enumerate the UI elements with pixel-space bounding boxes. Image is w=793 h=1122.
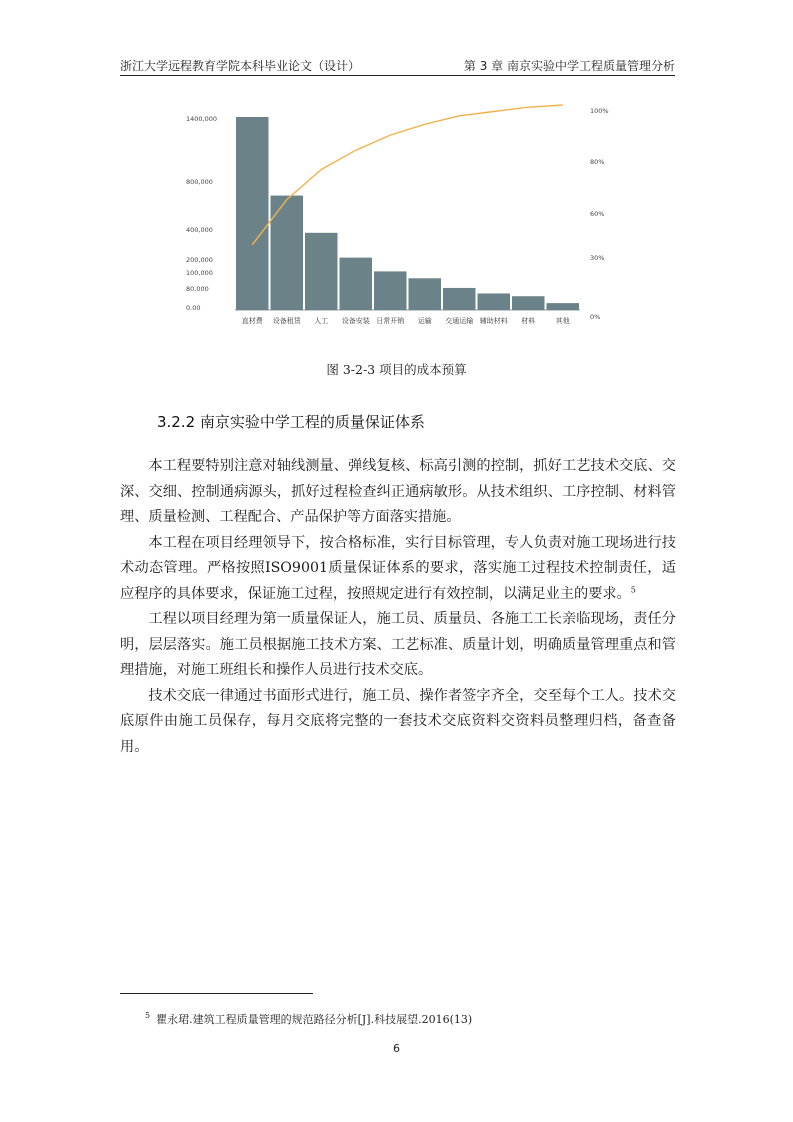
bar-8 bbox=[478, 293, 511, 310]
x-tick-label-8: 辅助材料 bbox=[479, 317, 508, 325]
y-right-tick-label-2: 80% bbox=[590, 158, 605, 166]
paragraph-4: 技术交底一律通过书面形式进行，施工员、操作者签字齐全，交至每个工人。技术交底原件由施工员保存，每月交底将完整的一套技术交底资料交资料员整理归档，备查备用。 bbox=[120, 687, 676, 755]
figure-caption: 图 3-2-3 项目的成本预算 bbox=[326, 362, 467, 377]
y-left-tick-label-5: 100,000 bbox=[186, 269, 213, 277]
x-tick-label-7: 交通运输 bbox=[445, 317, 474, 325]
bar-3 bbox=[305, 233, 338, 310]
x-tick-label-2: 设备租赁 bbox=[272, 317, 301, 325]
footnote-reference[interactable]: 5 bbox=[630, 584, 636, 594]
y-right-tick-label-4: 30% bbox=[590, 254, 605, 262]
footnote-text: 瞿永珺.建筑工程质量管理的规范路径分析[J].科技展望.2016(13) bbox=[156, 1013, 473, 1026]
bar-9 bbox=[512, 296, 545, 310]
header-chapter-title: 第 3 章 南京实验中学工程质量管理分析 bbox=[463, 59, 675, 73]
page-number: 6 bbox=[393, 1042, 400, 1055]
running-header bbox=[120, 55, 675, 77]
paragraph-2-text: 本工程在项目经理领导下，按合格标准，实行目标管理，专人负责对施工现场进行技术动态管理。严格按照ISO9001质量保证体系的要求，落实施工过程技术控制责任，适应程序的具体要求，保证施工过程，按照规定进行有效控制，以满足业主的要求。 bbox=[120, 534, 676, 602]
footnote-number: 5 bbox=[145, 1011, 151, 1021]
bar-7 bbox=[443, 288, 476, 310]
bar-10 bbox=[547, 303, 580, 310]
header-left-title: 浙江大学远程教育学院本科毕业论文（设计） bbox=[120, 59, 361, 73]
y-left-tick-label-3: 400,000 bbox=[186, 226, 213, 234]
y-left-tick-label-6: 80,000 bbox=[186, 285, 209, 293]
x-tick-label-6: 运输 bbox=[417, 317, 432, 325]
y-left-tick-label-7: 0.00 bbox=[186, 304, 201, 312]
x-tick-label-1: 直材费 bbox=[241, 317, 263, 325]
x-tick-label-9: 材料 bbox=[521, 317, 536, 325]
body-text bbox=[120, 454, 676, 760]
y-left-tick-label-2: 800,000 bbox=[186, 178, 213, 186]
x-tick-label-10: 其他 bbox=[555, 317, 570, 325]
y-right-tick-label-5: 0% bbox=[590, 313, 601, 321]
x-tick-label-3: 人工 bbox=[314, 317, 329, 325]
paragraph-3: 工程以项目经理为第一质量保证人，施工员、质量员、各施工工长亲临现场，责任分明，层层落实。施工员根据施工技术方案、工艺标准、质量计划，明确质量管理重点和管理措施，对施工班组长和操作人员进行技术交底。 bbox=[120, 611, 676, 678]
header-rule bbox=[120, 75, 675, 76]
cost-pareto-chart bbox=[170, 95, 630, 330]
bar-6 bbox=[409, 278, 442, 310]
bar-2 bbox=[271, 196, 304, 310]
y-right-tick-label-3: 60% bbox=[590, 210, 605, 218]
section-heading: 3.2.2 南京实验中学工程的质量保证体系 bbox=[157, 413, 425, 431]
x-tick-label-5: 日常开销 bbox=[376, 317, 405, 325]
bar-5 bbox=[374, 271, 407, 310]
bar-1 bbox=[236, 117, 269, 310]
y-left-tick-label-4: 200,000 bbox=[186, 256, 213, 264]
footnote bbox=[145, 1011, 472, 1027]
paragraph-1: 本工程要特别注意对轴线测量、弹线复核、标高引测的控制，抓好工艺技术交底、交深、交细、控制通病源头，抓好过程检查纠正通病敏形。从技术组织、工序控制、材料管理、质量检测、工程配合、产品保护等方面落实措施。 bbox=[120, 458, 676, 525]
y-right-tick-label-1: 100% bbox=[590, 107, 609, 115]
y-left-tick-label-1: 1400,000 bbox=[186, 115, 218, 123]
chart-svg bbox=[170, 95, 630, 330]
footnote-rule bbox=[120, 993, 313, 994]
paragraph-2 bbox=[120, 531, 676, 608]
x-tick-label-4: 设备安装 bbox=[341, 317, 370, 325]
bar-4 bbox=[340, 258, 373, 310]
